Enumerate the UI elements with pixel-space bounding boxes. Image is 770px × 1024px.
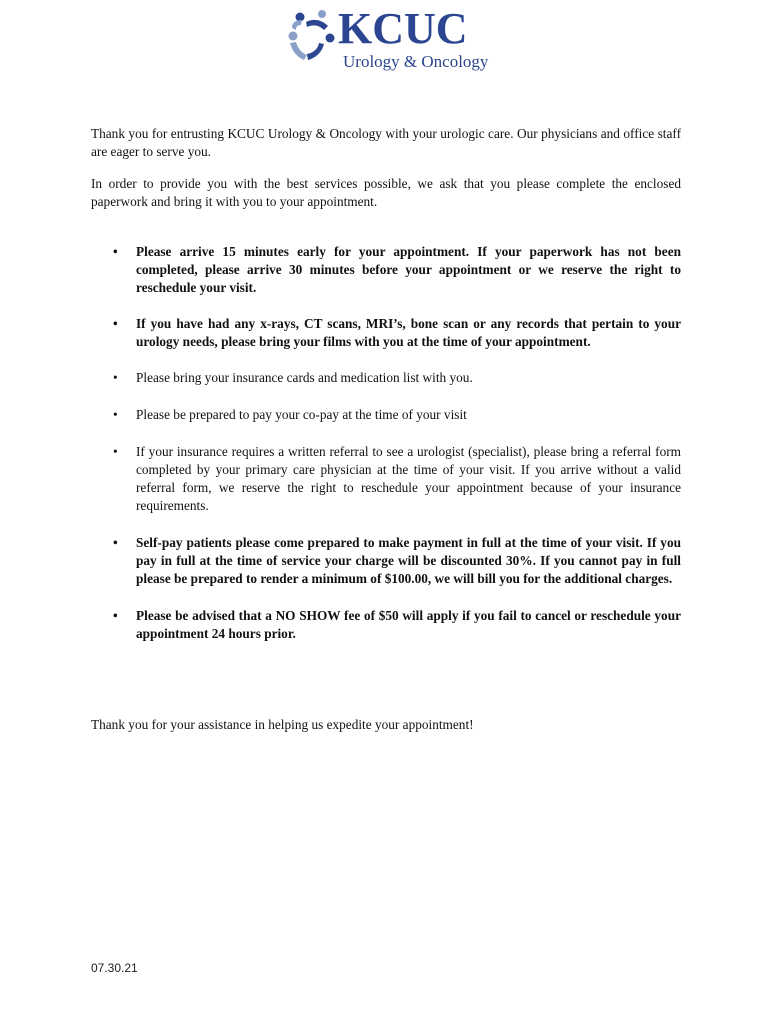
list-item (91, 607, 681, 643)
list-item-text: Please arrive 15 minutes early for your appointment. If your paperwork has not been completed, please arrive 30 minutes before your appointment or we reserve the right to reschedule your visit. (136, 244, 681, 295)
bullet-icon: • (113, 370, 118, 385)
list-item-text: Self-pay patients please come prepared to make payment in full at the time of your visit. If you pay in full at the time of service your charge will be discounted 30%. If you cannot pay in full please be prepared to render a minimum of $100.00, we will bill you for the additional charges. (136, 535, 681, 586)
people-circle-logo-icon (284, 8, 338, 62)
list-item (91, 315, 681, 351)
kcuc-logo (284, 4, 494, 74)
instructions-list (91, 243, 681, 643)
list-item (91, 369, 681, 387)
list-item (91, 243, 681, 297)
bullet-icon: • (113, 608, 118, 623)
list-item (91, 406, 681, 424)
list-item-text: Please be advised that a NO SHOW fee of $50 will apply if you fail to cancel or reschedule your appointment 24 hours prior. (136, 608, 681, 641)
intro-paragraph-2: In order to provide you with the best services possible, we ask that you please complete the enclosed paperwork and bring it with you to your appointment. (91, 176, 681, 209)
footer-date: 07.30.21 (91, 961, 138, 975)
bullet-icon: • (113, 535, 118, 550)
bullet-icon: • (113, 316, 118, 331)
list-item-text: Please bring your insurance cards and medication list with you. (136, 370, 473, 385)
list-item-text: If you have had any x-rays, CT scans, MRI’s, bone scan or any records that pertain to your urology needs, please bring your films with you at the time of your appointment. (136, 316, 681, 349)
logo-subtitle: Urology & Oncology (343, 52, 489, 71)
bullet-icon: • (113, 407, 118, 422)
closing-line: Thank you for your assistance in helping us expedite your appointment! (91, 717, 474, 732)
intro-paragraph-1: Thank you for entrusting KCUC Urology & Oncology with your urologic care. Our physicians and office staff are eager to serve you. (91, 126, 681, 159)
list-item (91, 443, 681, 515)
list-item (91, 534, 681, 588)
bullet-icon: • (113, 244, 118, 259)
bullet-icon: • (113, 444, 118, 459)
list-item-text: If your insurance requires a written referral to see a urologist (specialist), please bring a referral form completed by your primary care physician at the time of your visit. If you arrive without a valid referral form, we reserve the right to reschedule your appointment because of your insurance requirements. (136, 444, 681, 513)
list-item-text: Please be prepared to pay your co-pay at the time of your visit (136, 407, 467, 422)
logo-wordmark: KCUC (338, 4, 468, 53)
